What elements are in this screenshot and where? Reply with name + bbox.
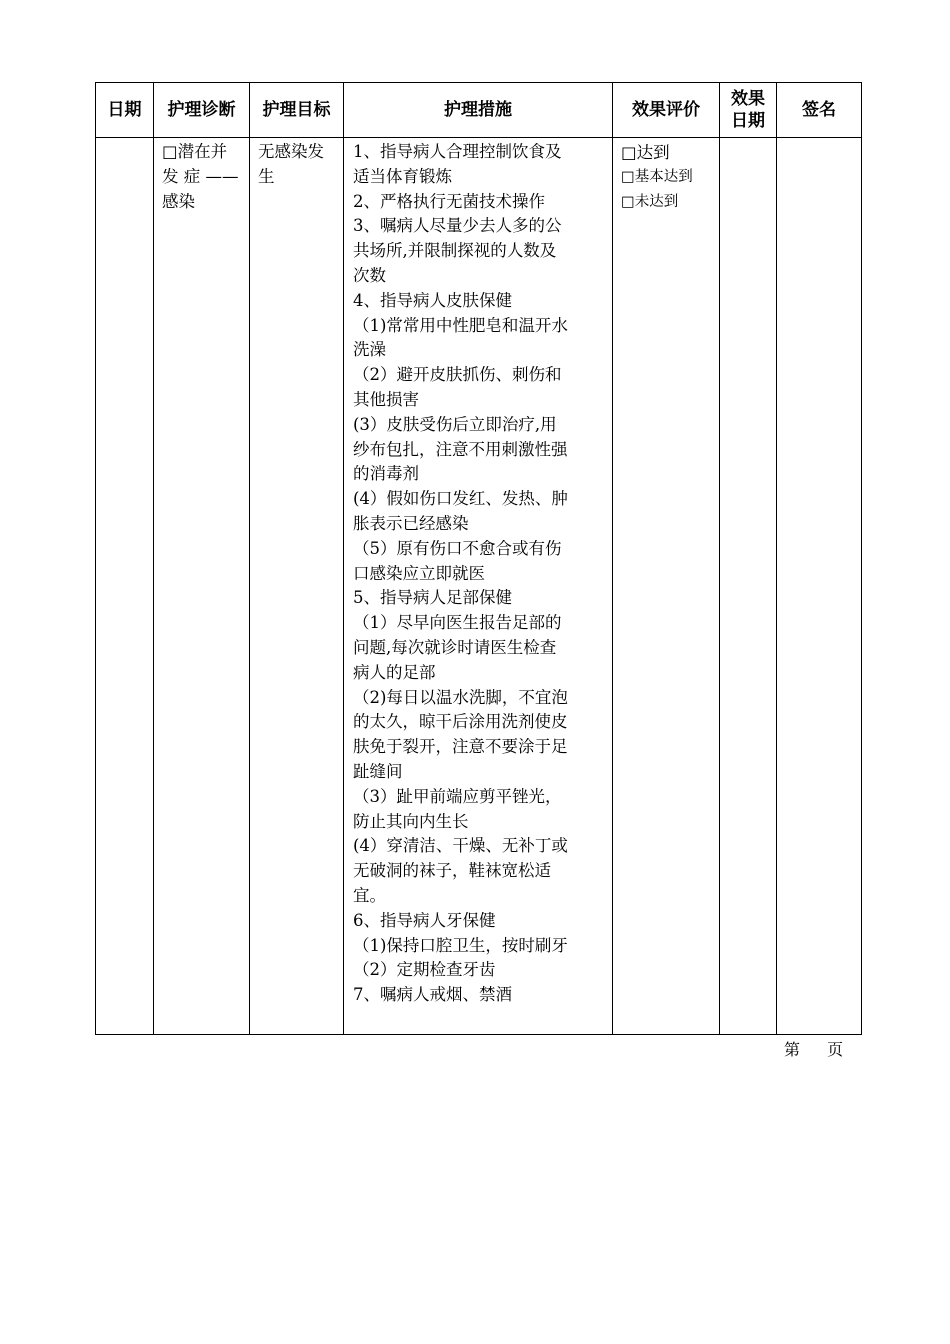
measure-line: 宜。 — [353, 885, 386, 905]
header-effect-date — [720, 83, 777, 138]
measure-line: （2）避开皮肤抓伤、刺伤和 — [353, 365, 562, 385]
table-row — [96, 138, 862, 1035]
measure-line: (4）穿清洁、干燥、无补丁或 — [353, 836, 568, 856]
effect-date-cell — [720, 138, 777, 1035]
evaluation-option: □基本达到 — [621, 169, 693, 185]
measures-cell — [344, 138, 613, 1035]
diagnosis-cell — [154, 138, 250, 1035]
header-row — [96, 83, 862, 138]
measure-line: （3）趾甲前端应剪平锉光， — [353, 786, 562, 806]
measure-line: 5、指导病人足部保健 — [353, 588, 512, 608]
diagnosis-line: 发 症 —— — [162, 166, 239, 186]
measure-line: 防止其向内生长 — [353, 811, 469, 831]
header-evaluation: 效果评价 — [613, 83, 720, 138]
measure-line: 问题,每次就诊时请医生检查 — [353, 637, 557, 657]
measure-line: 无破洞的袜子，鞋袜宽松适 — [353, 861, 551, 881]
measure-line: （2)每日以温水洗脚，不宜泡 — [353, 687, 568, 707]
measure-line: 的太久，晾干后涂用洗剂使皮 — [353, 712, 568, 732]
evaluation-cell — [613, 138, 720, 1035]
evaluation-options — [613, 138, 719, 215]
measure-line: 洗澡 — [353, 340, 386, 360]
goal-text — [250, 138, 343, 190]
measure-line: 病人的足部 — [353, 662, 436, 682]
header-signature: 签名 — [777, 83, 862, 138]
measure-line: 口感染应立即就医 — [353, 563, 485, 583]
measure-line: 肤免于裂开，注意不要涂于足 — [353, 737, 568, 757]
measure-line: (3）皮肤受伤后立即治疗,用 — [353, 414, 557, 434]
measure-line: （5）原有伤口不愈合或有伤 — [353, 538, 562, 558]
diagnosis-text — [154, 138, 249, 214]
goal-line: 无感染发 — [258, 142, 324, 161]
header-diagnosis: 护理诊断 — [154, 83, 250, 138]
goal-line: 生 — [258, 166, 275, 186]
header-measures: 护理措施 — [344, 83, 613, 138]
measure-line: 其他损害 — [353, 389, 419, 409]
measures-text — [344, 138, 612, 1008]
header-goal: 护理目标 — [250, 83, 344, 138]
measure-line: （1)常常用中性肥皂和温开水 — [353, 315, 568, 335]
measure-line: 共场所,并限制探视的人数及 — [353, 241, 557, 261]
evaluation-option: □未达到 — [621, 194, 679, 210]
diagnosis-line: 感染 — [162, 191, 195, 211]
measure-line: 7、嘱病人戒烟、禁酒 — [353, 985, 512, 1005]
header-effect-date-line-2: 日期 — [731, 111, 765, 131]
evaluation-option: □达到 — [621, 143, 670, 162]
measure-line: 次数 — [353, 265, 386, 285]
measure-line: 适当体育锻炼 — [353, 166, 452, 186]
measure-line: 1、指导病人合理控制饮食及 — [353, 142, 562, 161]
measure-line: （1）尽早向医生报告足部的 — [353, 613, 562, 633]
measure-line: 趾缝间 — [353, 761, 403, 781]
signature-cell — [777, 138, 862, 1035]
header-effect-date-line-1: 效果 — [731, 89, 765, 109]
measure-line: 3、嘱病人尽量少去人多的公 — [353, 216, 562, 236]
measure-line: （1)保持口腔卫生，按时刷牙 — [353, 935, 568, 955]
measure-line: 2、严格执行无菌技术操作 — [353, 191, 545, 211]
measure-line: 6、指导病人牙保健 — [353, 910, 496, 930]
measure-line: 纱布包扎，注意不用刺激性强 — [353, 439, 568, 459]
measure-line: (4）假如伤口发红、发热、肿 — [353, 489, 568, 509]
measure-line: 的消毒剂 — [353, 464, 419, 484]
measure-line: （2）定期检查牙齿 — [353, 960, 496, 980]
goal-cell — [250, 138, 344, 1035]
measure-line: 4、指导病人皮肤保健 — [353, 290, 512, 310]
header-date: 日期 — [96, 83, 154, 138]
diagnosis-line: □潜在并 — [162, 142, 228, 161]
date-cell — [96, 138, 154, 1035]
nursing-care-table — [95, 82, 862, 1035]
measure-line: 胀表示已经感染 — [353, 513, 469, 533]
page-number-label: 第 页 — [784, 1040, 844, 1059]
